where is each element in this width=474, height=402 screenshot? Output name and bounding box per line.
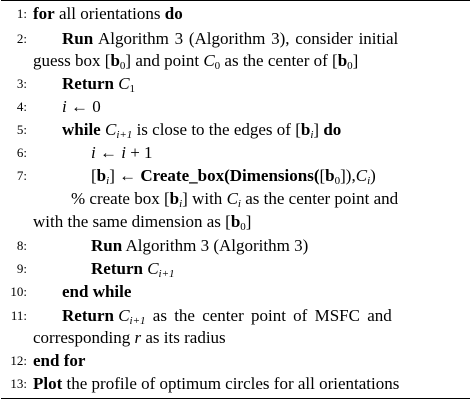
math-b: b (230, 212, 241, 231)
line-text: all orientations (54, 4, 165, 23)
line-number-2: 2: (16, 31, 27, 46)
subscript: i (237, 198, 241, 210)
keyword-plot: Plot (33, 374, 63, 393)
math-i: i (62, 97, 67, 116)
subscript: i+1 (129, 315, 146, 327)
subscript: i+1 (158, 268, 175, 280)
line-text: Algorithm 3 (Algorithm 3) (122, 236, 309, 255)
algorithm-line-10 (62, 281, 131, 303)
math-i: i (91, 143, 96, 162)
math-C: C (226, 189, 238, 208)
math-b: b (110, 51, 120, 70)
line-number-5: 5: (16, 122, 27, 137)
subscript: 0 (240, 221, 246, 233)
line-number-10: 10: (10, 284, 27, 299)
line-text: as its radius (141, 328, 226, 347)
line-text: as the center of [ (220, 51, 338, 70)
algorithm-line-3 (62, 73, 135, 95)
line-number-6: 6: (16, 145, 27, 160)
keyword-do: do (323, 120, 342, 139)
line-number-1: 1: (16, 6, 27, 21)
line-number-9: 9: (16, 261, 27, 276)
math-b: b (300, 120, 311, 139)
math-C: C (203, 51, 215, 70)
line-text: ) (370, 166, 376, 185)
keyword-do: do (164, 4, 183, 23)
line-number-11: 11: (10, 308, 27, 323)
algorithm-line-2-continued (33, 50, 358, 72)
line-text: ] (245, 212, 252, 231)
math-b: b (96, 166, 107, 185)
line-text: Algorithm 3 (Algorithm 3), consider initial (93, 29, 399, 48)
math-r: r (134, 328, 142, 347)
subscript: i+1 (116, 129, 133, 141)
line-number-13: 13: (10, 376, 27, 391)
subscript: i (179, 198, 183, 210)
subscript: 0 (347, 60, 353, 72)
math-b: b (169, 189, 180, 208)
math-i: i (121, 143, 126, 162)
math-b: b (337, 51, 348, 70)
keyword-return: Return (62, 74, 114, 93)
subscript: i (106, 175, 110, 187)
line-number-8: 8: (16, 238, 27, 253)
line-text: the profile of optimum circles for all orientations (62, 374, 400, 393)
comment-line-1 (71, 188, 398, 210)
algorithm-line-12 (33, 350, 85, 372)
keyword-end-while: end while (62, 282, 132, 301)
line-text: ] (352, 51, 359, 70)
line-text: is close to the edges of [ (132, 120, 301, 139)
keyword-run: Run (62, 29, 94, 48)
algorithm-line-7 (91, 165, 376, 187)
line-text: % create box [ (71, 189, 170, 208)
line-text: guess box [ (33, 51, 111, 70)
keyword-run: Run (91, 236, 123, 255)
algorithm-line-9 (91, 258, 175, 280)
line-text: [ (91, 166, 97, 185)
math-C: C (355, 166, 368, 185)
keyword-return: Return (62, 306, 114, 325)
math-C: C (118, 306, 130, 325)
math-C: C (104, 120, 117, 139)
line-text: as the center point of MSFC and (145, 306, 392, 325)
subscript: i (367, 175, 371, 187)
line-number-3: 3: (16, 76, 27, 91)
comment-line-2 (33, 211, 251, 233)
keyword-while: while (62, 120, 101, 139)
line-text: [ (319, 166, 326, 185)
line-text: ] with (182, 189, 227, 208)
subscript: 1 (129, 83, 136, 95)
line-number-12: 12: (10, 353, 27, 368)
line-number-7: 7: (16, 168, 27, 183)
line-text: ] and point (125, 51, 204, 70)
algorithm-line-5 (62, 119, 341, 141)
algorithm-line-1 (33, 3, 183, 25)
line-text: with the same dimension as [ (33, 212, 231, 231)
keyword-create-box: Create_box(Dimensions( (140, 166, 320, 185)
line-text: ← 0 (66, 97, 101, 116)
line-text: ← (95, 143, 122, 162)
subscript: 0 (119, 60, 126, 72)
keyword-end-for: end for (33, 351, 86, 370)
algorithm-line-4 (62, 96, 101, 118)
algorithm-line-8 (91, 235, 308, 257)
algorithm-line-6 (91, 142, 153, 164)
math-C: C (147, 259, 159, 278)
line-text: corresponding (33, 328, 135, 347)
line-text: ] ← (109, 166, 141, 185)
keyword-return: Return (91, 259, 143, 278)
line-text: ] (313, 120, 324, 139)
line-text: ]), (340, 166, 356, 185)
algorithm-line-13 (33, 373, 399, 395)
line-text: as the center point and (240, 189, 399, 208)
subscript: i (310, 129, 314, 141)
algorithm-line-11-continued (33, 327, 226, 349)
algorithm-line-2 (62, 28, 467, 50)
subscript: 0 (334, 175, 341, 187)
subscript: 0 (214, 60, 221, 72)
math-b: b (325, 166, 335, 185)
keyword-for: for (33, 4, 55, 23)
math-C: C (118, 74, 130, 93)
algorithm-line-11 (62, 305, 392, 327)
line-number-4: 4: (16, 99, 27, 114)
line-text: + 1 (125, 143, 153, 162)
